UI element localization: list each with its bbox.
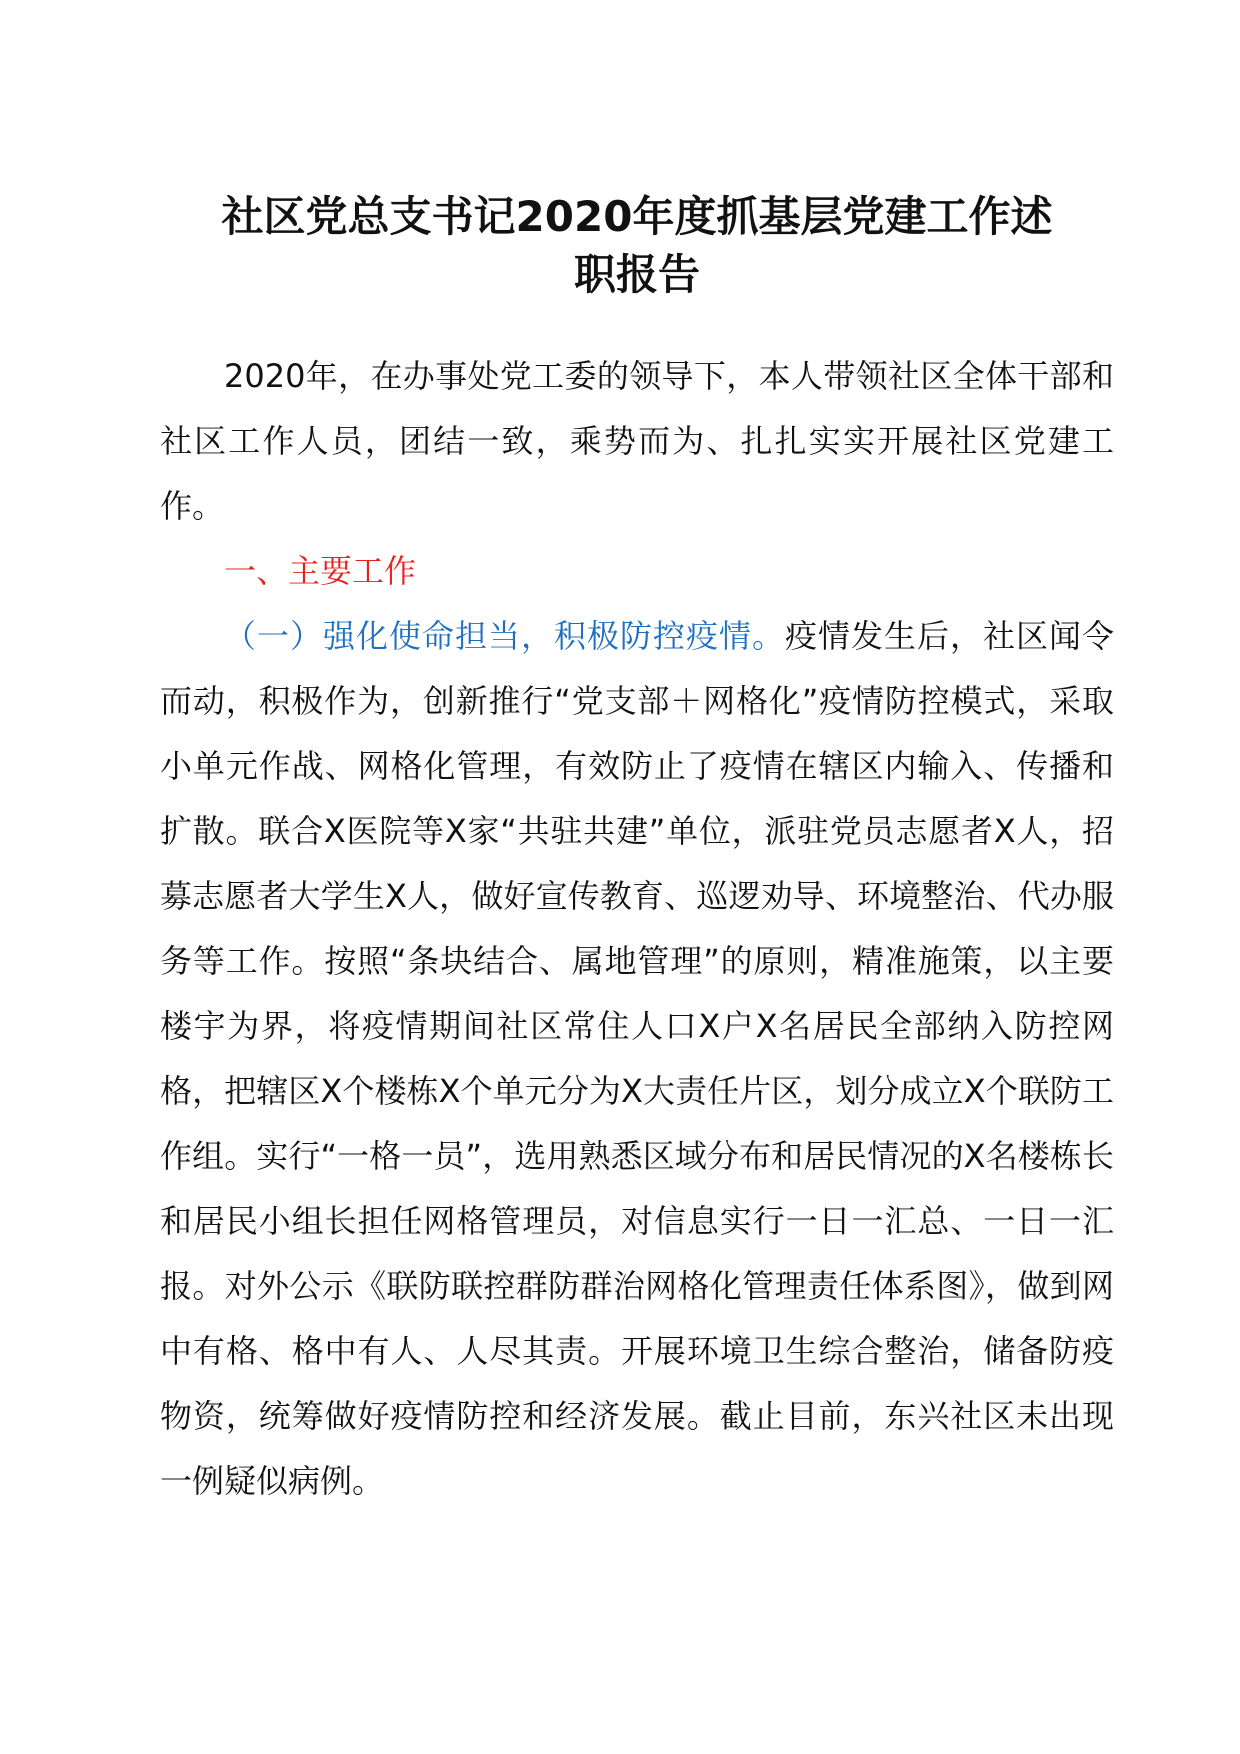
title-line-2: 职报告 [573,250,700,299]
section-heading-main-work: 一、主要工作 [224,552,417,590]
intro-paragraph: 2020年，在办事处党工委的领导下，本人带领社区全体干部和社区工作人员，团结一致，乘势而为、扎扎实实开展社区党建工作。 [160,357,1114,525]
subsection-paragraph-epidemic [160,604,1114,1514]
subsection-heading-epidemic: （一）强化使命担当，积极防控疫情。 [224,617,785,655]
title-line-1: 社区党总支书记2020年度抓基层党建工作述 [221,192,1053,241]
document-page [160,188,1114,1514]
subsection-text-epidemic: 疫情发生后，社区闻令而动，积极作为，创新推行“党支部＋网格化”疫情防控模式，采取小单元作战、网格化管理，有效防止了疫情在辖区内输入、传播和扩散。联合X医院等X家“共驻共建”单位，派驻党员志愿者X人，招募志愿者大学生X人，做好宣传教育、巡逻劝导、环境整治、代办服务等工作。按照“条块结合、属地管理”的原则，精准施策，以主要楼宇为界，将疫情期间社区常住人口X户X名居民全部纳入防控网格，把辖区X个楼栋X个单元分为X大责任片区，划分成立X个联防工作组。实行“一格一员”，选用熟悉区域分布和居民情况的X名楼栋长和居民小组长担任网格管理员，对信息实行一日一汇总、一日一汇报。对外公示《联防联控群防群治网格化管理责任体系图》，做到网中有格、格中有人、人尽其责。开展环境卫生综合整治，储备防疫物资，统筹做好疫情防控和经济发展。截止目前，东兴社区未出现一例疑似病例。 [160,617,1114,1500]
document-body [160,344,1114,1514]
document-title [160,188,1114,304]
